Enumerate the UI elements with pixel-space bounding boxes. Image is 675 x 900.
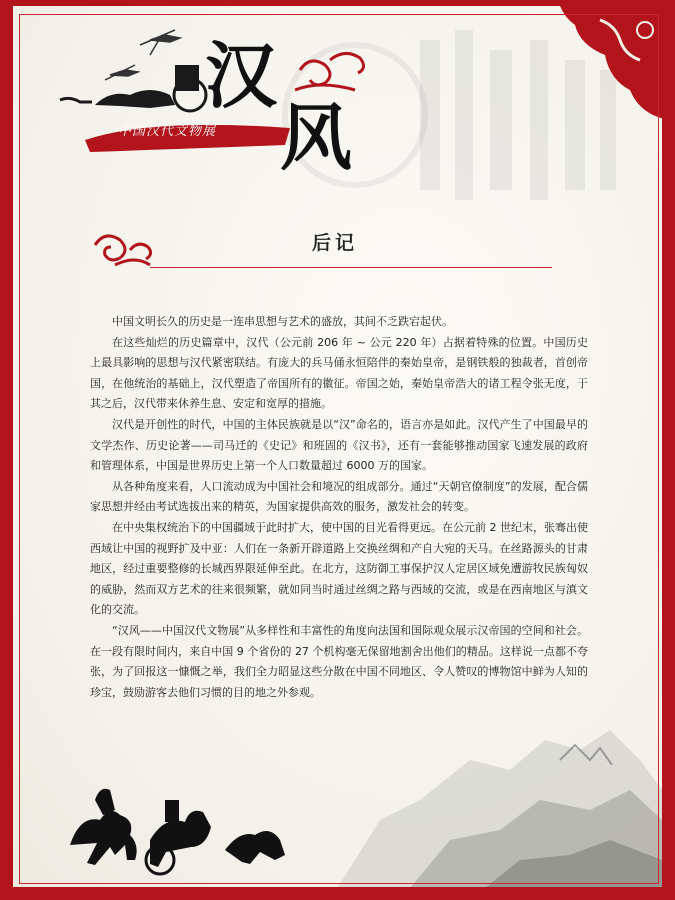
paragraph-2: 在这些灿烂的历史篇章中，汉代（公元前 206 年 ~ 公元 220 年）占据着特殊的位置。中国历史上最具影响的思想与汉代紧密联结。有庞大的兵马俑永恒陪伴的秦始皇帝，是钢铁般的独裁者，首创帝国，在他统治的基础上，汉代塑造了帝国所有的徽征。帝国之始，秦始皇帝浩大的诸工程令张无度，于其之后，汉代带来休养生息、安定和宽厚的措施。 [90, 335, 588, 411]
paragraph-3: 汉代是开创性的时代，中国的主体民族就是以“汉”命名的，语言亦是如此。汉代产生了中国最早的文学杰作、历史论著——司马迁的《史记》和班固的《汉书》，还有一套能够推动国家飞速发展的政府和管理体系，中国是世界历史上第一个人口数量超过 6000 万的国家。 [90, 417, 588, 473]
frame-top [0, 0, 675, 6]
body-text [90, 312, 588, 703]
frame-left [0, 0, 13, 900]
paragraph-4: 从各种角度来看，人口流动成为中国社会和境况的组成部分。通过“天朝官僚制度”的发展，配合儒家思想并经由考试选拔出来的精英，为国家提供高效的服务，激发社会的转变。 [90, 479, 588, 514]
title-char-feng: 风 [280, 95, 353, 180]
section-heading: 后记 [312, 232, 359, 254]
ribbon-subtitle: 中国汉代文物展 [118, 124, 217, 139]
paragraph-6: “汉风——中国汉代文物展”从多样性和丰富性的角度向法国和国际观众展示汉帝国的空间和社会。在一段有限时间内，来自中国 9 个省份的 27 个机构毫无保留地割舍出他们的精品。这样说一点都不夸张，为了回报这一慷慨之举，我们全力昭显这些分散在中国不同地区、令人赞叹的博物馆中鲜为人知的珍宝，鼓励游客去他们习惯的目的地之外参观。 [90, 623, 588, 699]
paragraph-1: 中国文明长久的历史是一连串思想与艺术的盛放，其间不乏跌宕起伏。 [112, 315, 453, 328]
paragraph-5: 在中央集权统治下的中国疆域于此时扩大，使中国的目光看得更远。在公元前 2 世纪末，张骞出使西域让中国的视野扩及中亚：人们在一条新开辟道路上交换丝绸和产自大宛的天马。在丝路源头的甘肃地区，经过重要整修的长城西界限延伸至此。在北方，这防御工事保护汉人定居区域免遭游牧民族匈奴的威胁，然而双方艺术的往来很频繁，就如同当时通过丝绸之路与西域的交流，或是在西南地区与滇文化的交流。 [90, 520, 588, 617]
frame-bottom [0, 887, 675, 900]
title-char-han: 汉 [205, 33, 278, 118]
heading-underline [150, 267, 552, 268]
frame-right [662, 0, 675, 900]
